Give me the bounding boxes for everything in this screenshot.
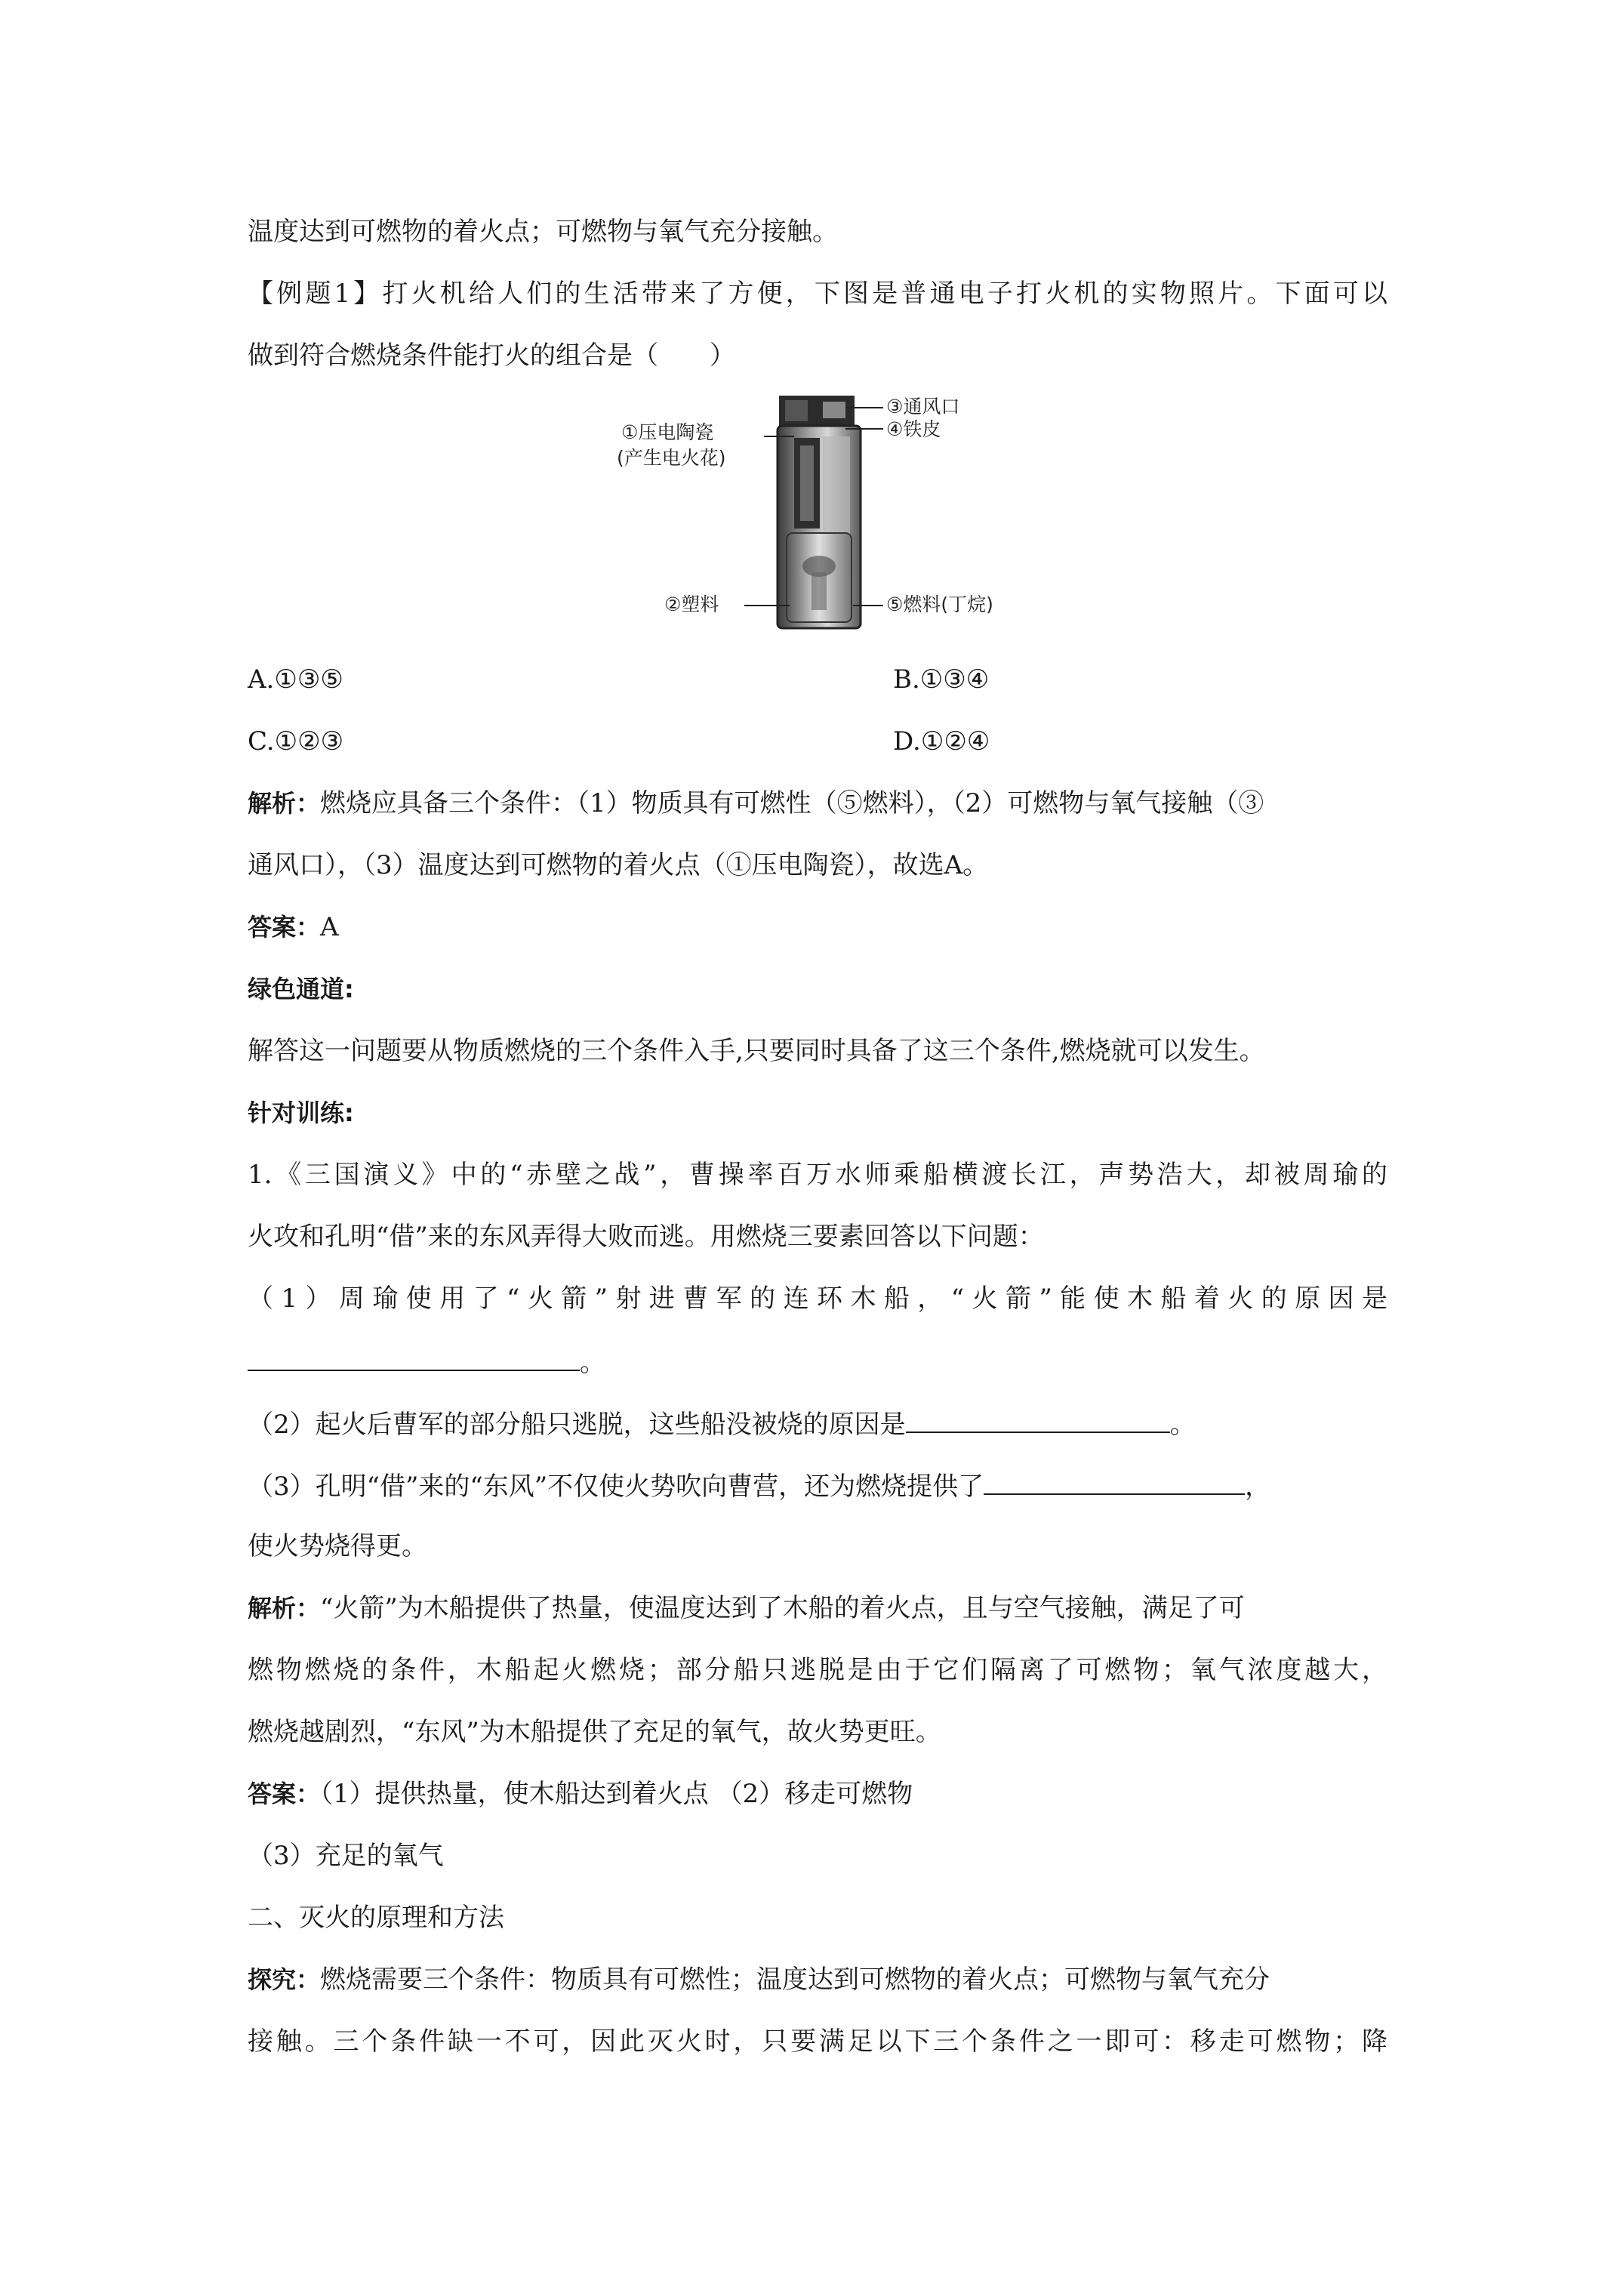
analysis-text: “火箭”为木船提供了热量，使温度达到了木船的着火点，且与空气接触，满足了可 xyxy=(320,1593,1245,1623)
analysis-label: 解析： xyxy=(248,1594,321,1623)
explore-line xyxy=(248,1962,1387,1998)
text-line: 燃物燃烧的条件，木船起火燃烧；部分船只逃脱是由于它们隔离了可燃物；氧气浓度越大， xyxy=(248,1655,1387,1685)
answer-blank[interactable] xyxy=(248,1342,580,1371)
label-fuel: ⑤燃料(丁烷) xyxy=(886,593,993,615)
section-title: 二、灭火的原理和方法 xyxy=(248,1903,504,1933)
text-line: 燃烧越剧烈，“东风”为木船提供了充足的氧气，故火势更旺。 xyxy=(248,1717,941,1747)
option-b: B.①③④ xyxy=(893,664,990,695)
option-c: C.①②③ xyxy=(248,726,344,757)
label-iron-sheet: ④铁皮 xyxy=(886,418,941,440)
label-vent: ③通风口 xyxy=(886,396,960,418)
text-line: 通风口），（3）温度达到可燃物的着火点（①压电陶瓷），故选A。 xyxy=(248,850,989,880)
option-d: D.①②④ xyxy=(893,726,990,757)
punctuation: 。 xyxy=(580,1348,605,1378)
text-line: 1.《三国演义》中的“赤壁之战”，曹操率百万水师乘船横渡长江，声势浩大，却被周瑜的 xyxy=(248,1160,1387,1190)
text-line: 使火势烧得更。 xyxy=(248,1531,427,1561)
explore-text: 燃烧需要三个条件：物质具有可燃性；温度达到可燃物的着火点；可燃物与氧气充分 xyxy=(320,1965,1270,1995)
text-line: （3）充足的氧气 xyxy=(248,1841,444,1871)
question-line xyxy=(248,1466,1387,1505)
section-heading: 针对训练: xyxy=(248,1099,354,1127)
punctuation: ， xyxy=(1245,1472,1271,1502)
text-line: 解答这一问题要从物质燃烧的三个条件入手,只要同时具备了这三个条件,燃烧就可以发生。 xyxy=(248,1036,1265,1066)
blank-line xyxy=(248,1342,1387,1381)
label-piezo-ceramic: ①压电陶瓷 xyxy=(621,421,714,443)
question-line xyxy=(248,1404,1387,1443)
question-text: （2）起火后曹军的部分船只逃脱，这些船没被烧的原因是 xyxy=(248,1410,906,1440)
label-plastic: ②塑料 xyxy=(664,593,719,615)
lighter-figure xyxy=(596,393,1019,634)
analysis-line xyxy=(248,1590,1387,1626)
answer-label: 答案： xyxy=(248,1780,321,1808)
answer-line xyxy=(248,909,1387,945)
answer-line xyxy=(248,1776,1387,1812)
answer-label: 答案： xyxy=(248,913,321,942)
text-line: 做到符合燃烧条件能打火的组合是（ ） xyxy=(248,341,735,371)
question-line: （1）周瑜使用了“火箭”射进曹军的连环木船，“火箭”能使木船着火的原因是 xyxy=(248,1284,1387,1314)
answer-text: （1）提供热量，使木船达到着火点 （2）移走可燃物 xyxy=(320,1779,913,1809)
text-line: 接触。三个条件缺一不可，因此灭火时，只要满足以下三个条件之一即可：移走可燃物；降 xyxy=(248,2026,1387,2057)
answer-blank[interactable] xyxy=(906,1404,1170,1433)
punctuation: 。 xyxy=(1169,1410,1196,1440)
answer-blank[interactable] xyxy=(984,1466,1245,1495)
label-spark: (产生电火花) xyxy=(617,447,726,469)
question-text: （3）孔明“借”来的“东风”不仅使火势吹向曹营，还为燃烧提供了 xyxy=(248,1472,984,1502)
example-question-line: 【例题1】打火机给人们的生活带来了方便，下图是普通电子打火机的实物照片。下面可以 xyxy=(248,279,1387,309)
analysis-line xyxy=(248,785,1387,821)
explore-label: 探究： xyxy=(248,1965,321,1994)
text-line: 火攻和孔明“借”来的东风弄得大败而逃。用燃烧三要素回答以下问题： xyxy=(248,1222,1044,1252)
analysis-label: 解析： xyxy=(248,789,321,818)
analysis-text: 燃烧应具备三个条件：（1）物质具有可燃性（⑤燃料），（2）可燃物与氧气接触（③ xyxy=(320,788,1264,818)
option-a: A.①③⑤ xyxy=(248,664,343,695)
answer-text: A xyxy=(320,912,339,942)
section-heading: 绿色通道: xyxy=(248,975,354,1003)
text-line: 温度达到可燃物的着火点；可燃物与氧气充分接触。 xyxy=(248,217,838,247)
